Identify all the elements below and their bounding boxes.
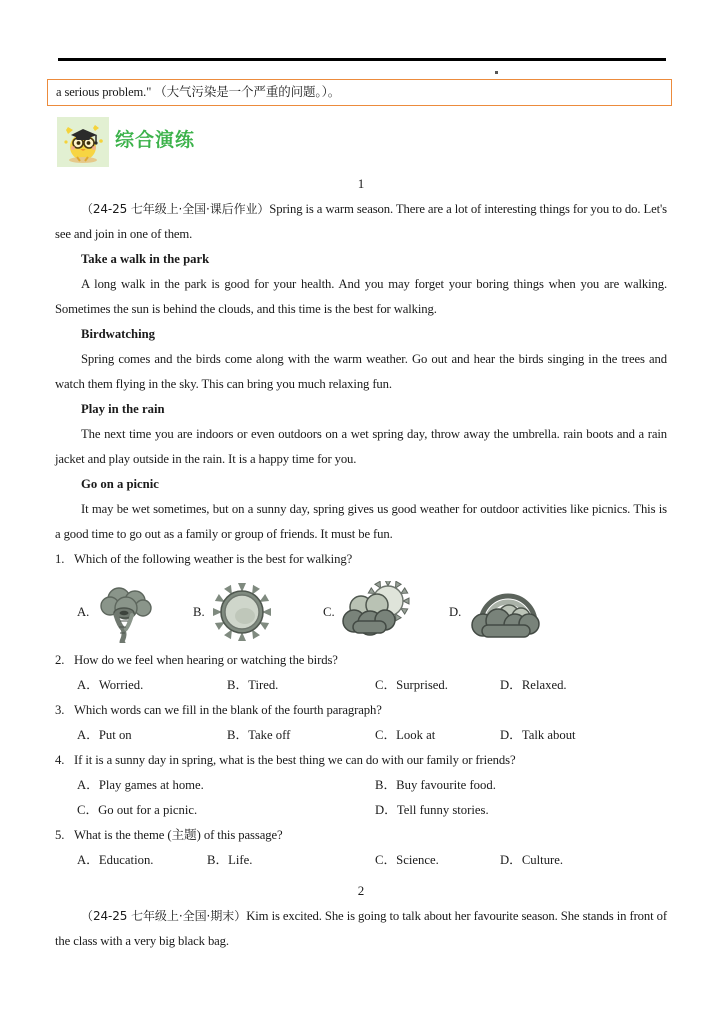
question-2-option-b[interactable]: B．Tired.: [227, 678, 279, 692]
passage-2-intro: [55, 904, 667, 954]
picture-option-a[interactable]: [77, 576, 167, 648]
question-5-number: 5.: [55, 828, 65, 842]
rainbow-clouds-icon: [465, 581, 551, 643]
question-5-options: [55, 848, 667, 873]
passage-number-1: 1: [357, 176, 365, 191]
section-title-text: 综合演练: [115, 128, 196, 151]
question-1-stem: Which of the following weather is the best for walking?: [74, 552, 353, 566]
question-4-option-a[interactable]: A．Play games at home.: [77, 778, 204, 792]
paragraph-go-on-a-picnic: It may be wet sometimes, but on a sunny day, spring gives us good weather for outdoor activities like picnics. This is a good time to go out as a family or group of friends. It must be fun.: [55, 502, 667, 541]
passage-1-source: （24-25 七年级上·全国·课后作业）: [81, 202, 270, 216]
question-3-number: 3.: [55, 703, 65, 717]
passage-2-intro-text: Kim is excited. She is going to talk about her favourite season. She stands in front of the class with a very big black bag.: [55, 909, 668, 948]
passage-1-intro-text: Spring is a warm season. There are a lot of interesting things for you to do. Let's see and join in one of them.: [55, 202, 667, 241]
header-mark: [495, 71, 498, 74]
question-3-stem: Which words can we fill in the blank of the fourth paragraph?: [74, 703, 382, 717]
subheading-birdwatching: Birdwatching: [81, 327, 156, 341]
passage-content: [55, 172, 667, 954]
question-5-option-d[interactable]: D．Culture.: [500, 853, 564, 867]
paragraph-take-a-walk: A long walk in the park is good for your health. And you may forget your boring things when you are walking. Sometimes the sun is behind the clouds, and this time is the best for walking.: [55, 277, 667, 316]
sun-behind-clouds-icon: [339, 581, 417, 643]
tornado-cloud-icon: [93, 581, 167, 643]
subheading-go-on-a-picnic: Go on a picnic: [81, 477, 159, 491]
section-heading: [57, 117, 195, 167]
picture-option-b[interactable]: [193, 576, 275, 648]
question-5-option-c[interactable]: C．Science.: [375, 853, 439, 867]
picture-option-d-label: D.: [449, 604, 462, 619]
question-1: [55, 547, 667, 572]
question-3-option-b[interactable]: B．Take off: [227, 728, 291, 742]
question-2-number: 2.: [55, 653, 65, 667]
picture-option-c[interactable]: [323, 576, 417, 648]
question-4-options-row-1: [55, 773, 667, 798]
passage-2-source: （24-25 七年级上·全国·期末）: [81, 909, 247, 923]
question-4-option-d[interactable]: D．Tell funny stories.: [375, 803, 489, 817]
question-2-stem: How do we feel when hearing or watching the birds?: [74, 653, 338, 667]
question-2: [55, 648, 667, 673]
header-rule: [58, 58, 666, 61]
question-4: [55, 748, 667, 773]
question-2-options: [55, 673, 667, 698]
question-5-option-a[interactable]: A．Education.: [77, 853, 154, 867]
question-1-picture-options: [55, 576, 667, 648]
passage-number-2: 2: [357, 883, 365, 898]
picture-option-d[interactable]: [449, 576, 551, 648]
question-4-stem: If it is a sunny day in spring, what is the best thing we can do with our family or friends?: [74, 753, 516, 767]
subheading-play-in-the-rain: Play in the rain: [81, 402, 165, 416]
question-5-stem: What is the theme (主题) of this passage?: [74, 828, 283, 842]
paragraph-play-in-the-rain: The next time you are indoors or even outdoors on a wet spring day, throw away the umbrella. rain boots and a rain jacket and play outside in the rain. It is a happy time for you.: [55, 427, 667, 466]
question-4-option-c[interactable]: C．Go out for a picnic.: [77, 803, 198, 817]
question-3-option-d[interactable]: D．Talk about: [500, 728, 576, 742]
question-2-option-a[interactable]: A．Worried.: [77, 678, 144, 692]
question-5: [55, 823, 667, 848]
question-3-option-c[interactable]: C．Look at: [375, 728, 436, 742]
highlighted-quote-box: [47, 79, 672, 106]
subheading-take-a-walk: Take a walk in the park: [81, 252, 210, 266]
question-2-option-d[interactable]: D．Relaxed.: [500, 678, 567, 692]
question-2-option-c[interactable]: C．Surprised.: [375, 678, 448, 692]
graduate-chick-icon: [57, 117, 109, 167]
paragraph-birdwatching: Spring comes and the birds come along with the warm weather. Go out and hear the birds singing in the trees and watch them flying in the sky. This can bring you much relaxing fun.: [55, 352, 667, 391]
question-3-options: [55, 723, 667, 748]
question-4-options-row-2: [55, 798, 667, 823]
question-3: [55, 698, 667, 723]
picture-option-c-label: C.: [323, 604, 335, 619]
question-3-option-a[interactable]: A．Put on: [77, 728, 132, 742]
question-1-number: 1.: [55, 552, 65, 566]
question-4-option-b[interactable]: B．Buy favourite food.: [375, 778, 496, 792]
picture-option-a-label: A.: [77, 604, 90, 619]
question-4-number: 4.: [55, 753, 65, 767]
quote-text: a serious problem." （大气污染是一个严重的问题。）。: [56, 85, 341, 99]
sun-icon: [209, 581, 275, 643]
question-5-option-b[interactable]: B．Life.: [207, 853, 253, 867]
passage-1-intro: [55, 197, 667, 247]
picture-option-b-label: B.: [193, 604, 205, 619]
